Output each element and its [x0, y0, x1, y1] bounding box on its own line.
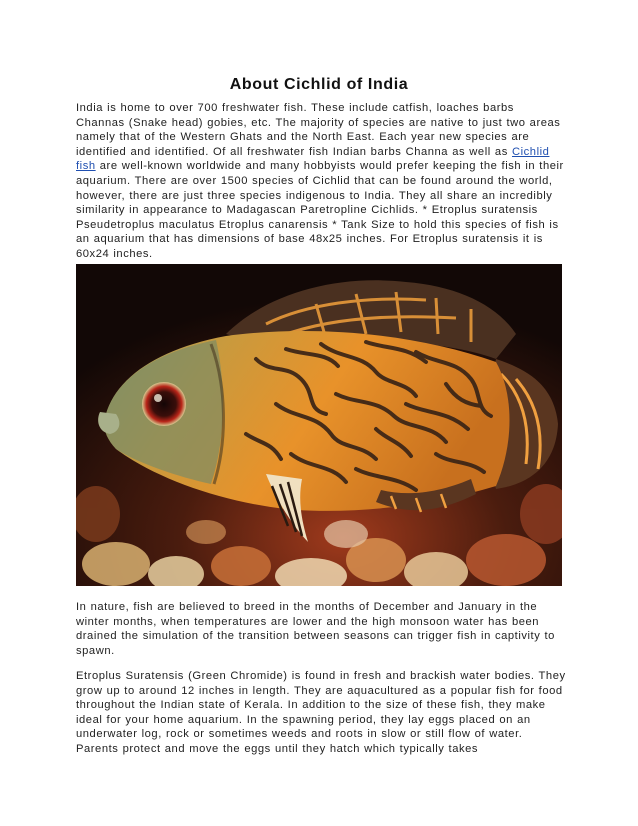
intro-paragraph — [76, 101, 566, 262]
cichlid-fish-photo — [76, 264, 562, 586]
eye-highlight — [154, 394, 162, 402]
cichlid-fish-link[interactable]: Cichlid fish — [76, 145, 550, 173]
green-chromide-paragraph: Etroplus Suratensis (Green Chromide) is found in fresh and brackish water bodies. They grow up to around 12 inches in length. They are aquacultured as a popular fish for food throughout the Indian state of Kerala. In addition to the size of these fish, they make ideal for your home aquarium. In the spawning period, they lay eggs placed on an underwater log, rock or sometimes weeds and roots in slow or still flow of water. Parents protect and move the eggs until they hatch which typically takes — [76, 670, 566, 755]
page-title: About Cichlid of India — [229, 76, 409, 93]
breeding-paragraph: In nature, fish are believed to breed in the months of December and January in the winter months, when temperatures are lower and the high monsoon water has been drained the simulation of the transition between seasons can trigger fish in captivity to spawn. — [76, 601, 555, 657]
fish-illustration — [76, 264, 562, 586]
fish-eye — [142, 382, 186, 426]
intro-text-tail: are well-known worldwide and many hobbyists would prefer keeping the fish in their aquarium. There are over 1500 species of Cichlid that can be found around the world, however, there are just three species indigenous to India. They all share an incredibly similarity in appearance to Madagascan Paretropline Cichlids. * Etroplus suratensis Pseudetroplus maculatus Etroplus canarensis * Tank Size to hold this species of fish is an aquarium that has dimensions of base 48x25 inches. For Etroplus suratensis it is 60x24 inches. — [76, 160, 564, 260]
intro-text-lead: India is home to over 700 freshwater fish. These include catfish, loaches barbs Channas (Snake head) gobies, etc. The majority of species are native to just two areas namely that of the Western Ghats and the North East. Each year new species are identified and identified. Of all freshwater fish Indian barbs Channa as well as — [76, 102, 561, 158]
